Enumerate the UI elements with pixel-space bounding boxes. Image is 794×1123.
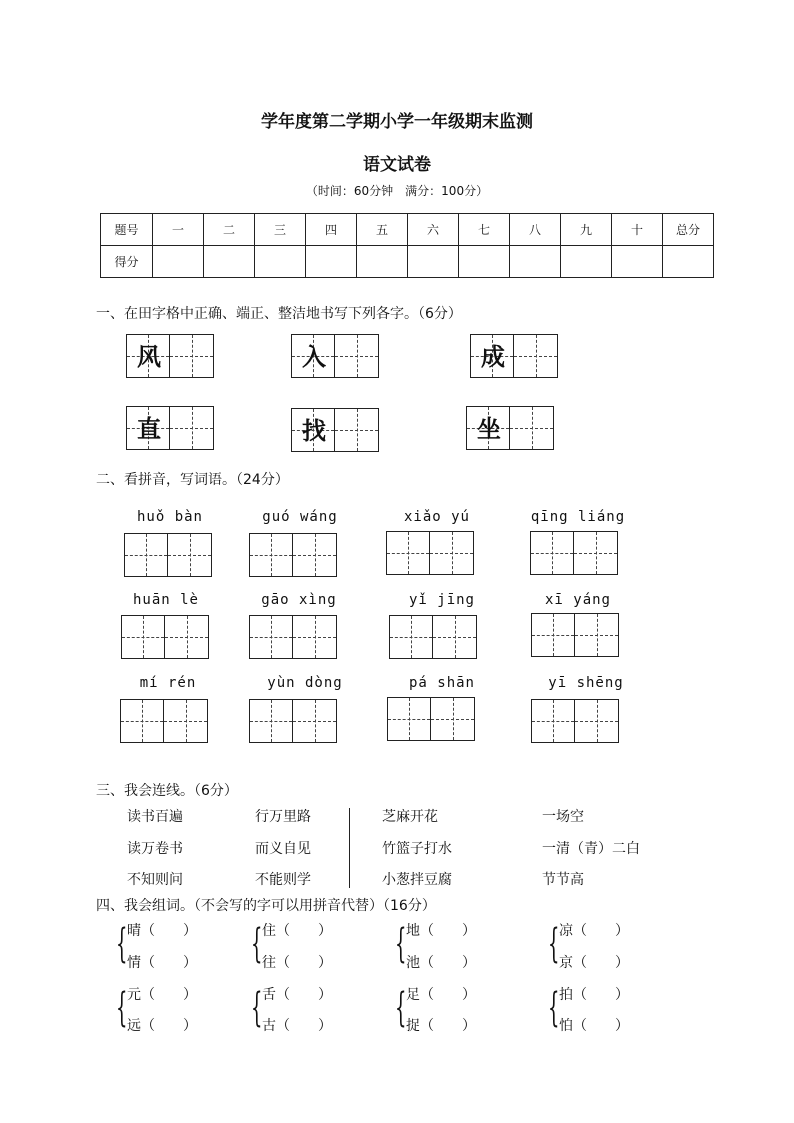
exam-info: （时间：60分钟 满分：100分） — [305, 184, 489, 198]
score-input-cell[interactable] — [510, 246, 561, 278]
tianzige-cell[interactable] — [574, 531, 618, 575]
answer-grid — [531, 699, 619, 743]
match-item[interactable]: 而义自见 — [255, 841, 311, 857]
tianzige-cell[interactable] — [249, 615, 293, 659]
pinyin-label: yī shēng — [548, 675, 624, 691]
tianzige-cell[interactable] — [120, 699, 164, 743]
score-input-cell[interactable] — [153, 246, 204, 278]
score-cell: 八 — [510, 214, 561, 246]
model-char: 坐 — [477, 414, 501, 443]
match-divider — [349, 808, 350, 888]
match-item[interactable]: 一场空 — [542, 809, 584, 825]
section2-heading: 二、看拼音，写词语。（24分） — [96, 472, 289, 488]
score-input-cell[interactable] — [255, 246, 306, 278]
model-char: 找 — [302, 416, 326, 445]
word-group-item[interactable]: 住（ ） — [262, 923, 332, 939]
pinyin-label: huān lè — [132, 592, 199, 608]
word-group-item[interactable]: 情（ ） — [127, 955, 197, 971]
tianzige-cell[interactable] — [293, 699, 337, 743]
match-item[interactable]: 不知则问 — [127, 872, 183, 888]
tianzige-cell[interactable] — [293, 533, 337, 577]
pinyin-label: gāo xìng — [261, 592, 337, 608]
score-input-cell[interactable] — [663, 246, 714, 278]
tianzige-cell[interactable] — [430, 531, 474, 575]
score-cell: 四 — [306, 214, 357, 246]
match-item[interactable]: 芝麻开花 — [382, 809, 438, 825]
word-group-item[interactable]: 往（ ） — [262, 955, 332, 971]
tianzige-pair — [470, 334, 558, 378]
score-value-row — [101, 246, 714, 278]
pinyin-label: yǐ jīng — [408, 592, 475, 608]
tianzige-cell[interactable] — [530, 531, 574, 575]
answer-grid — [387, 697, 475, 741]
answer-grid — [121, 615, 209, 659]
score-input-cell[interactable] — [408, 246, 459, 278]
score-input-cell[interactable] — [204, 246, 255, 278]
score-cell: 十 — [612, 214, 663, 246]
match-item[interactable]: 小葱拌豆腐 — [382, 872, 452, 888]
exam-subtitle: 语文试卷 — [363, 155, 431, 175]
tianzige-cell[interactable] — [387, 697, 431, 741]
tianzige-cell — [291, 334, 335, 378]
tianzige-cell[interactable] — [531, 613, 575, 657]
tianzige-cell[interactable] — [249, 533, 293, 577]
brace-icon: { — [395, 921, 407, 967]
match-item[interactable]: 读书百遍 — [127, 809, 183, 825]
word-group-item[interactable]: 远（ ） — [127, 1018, 197, 1034]
tianzige-cell — [466, 406, 510, 450]
tianzige-cell[interactable] — [168, 533, 212, 577]
tianzige-pair — [126, 334, 214, 378]
word-group-item[interactable]: 拍（ ） — [559, 987, 629, 1003]
answer-grid — [389, 615, 477, 659]
answer-grid — [531, 613, 619, 657]
model-char: 成 — [481, 342, 505, 371]
model-char: 直 — [137, 414, 161, 443]
brace-icon: { — [251, 921, 263, 967]
model-char: 风 — [137, 342, 161, 371]
pinyin-label: yùn dòng — [267, 675, 343, 691]
brace-icon: { — [548, 921, 560, 967]
pinyin-label: huǒ bàn — [136, 509, 203, 525]
tianzige-cell[interactable] — [293, 615, 337, 659]
match-item[interactable]: 竹篮子打水 — [382, 841, 452, 857]
exam-title: 学年度第二学期小学一年级期末监测 — [261, 112, 533, 132]
tianzige-pair — [291, 334, 379, 378]
answer-grid — [120, 699, 208, 743]
score-cell: 七 — [459, 214, 510, 246]
tianzige-cell[interactable] — [124, 533, 168, 577]
tianzige-pair — [291, 408, 379, 452]
tianzige-cell[interactable] — [433, 615, 477, 659]
section4-heading: 四、我会组词。（不会写的字可以用拼音代替）（16分） — [96, 898, 436, 914]
score-input-cell[interactable] — [612, 246, 663, 278]
score-cell: 五 — [357, 214, 408, 246]
answer-grid — [249, 615, 337, 659]
tianzige-cell — [470, 334, 514, 378]
brace-icon: { — [251, 985, 263, 1031]
pinyin-label: xī yáng — [544, 592, 611, 608]
score-cell: 九 — [561, 214, 612, 246]
tianzige-pair — [126, 406, 214, 450]
tianzige-cell[interactable] — [389, 615, 433, 659]
tianzige-cell[interactable] — [335, 334, 379, 378]
section3-heading: 三、我会连线。（6分） — [96, 783, 238, 799]
tianzige-cell[interactable] — [121, 615, 165, 659]
score-cell: 题号 — [101, 214, 153, 246]
answer-grid — [386, 531, 474, 575]
score-input-cell[interactable] — [306, 246, 357, 278]
tianzige-pair — [466, 406, 554, 450]
match-item[interactable]: 一清（青）二白 — [542, 841, 640, 857]
pinyin-label: guó wáng — [262, 509, 338, 525]
word-group-item[interactable]: 怕（ ） — [559, 1018, 629, 1034]
word-group-item[interactable]: 舌（ ） — [262, 987, 332, 1003]
tianzige-cell[interactable] — [164, 699, 208, 743]
tianzige-cell[interactable] — [386, 531, 430, 575]
tianzige-cell[interactable] — [335, 408, 379, 452]
brace-icon: { — [395, 985, 407, 1031]
answer-grid — [124, 533, 212, 577]
brace-icon: { — [116, 921, 128, 967]
tianzige-cell[interactable] — [170, 406, 214, 450]
score-row-label: 得分 — [101, 246, 153, 278]
word-group-item[interactable]: 池（ ） — [406, 955, 476, 971]
tianzige-cell[interactable] — [165, 615, 209, 659]
pinyin-label: mí rén — [139, 675, 197, 691]
match-item[interactable]: 节节高 — [542, 872, 584, 888]
word-group-item[interactable]: 元（ ） — [127, 987, 197, 1003]
tianzige-cell[interactable] — [514, 334, 558, 378]
tianzige-cell[interactable] — [575, 699, 619, 743]
section1-heading: 一、在田字格中正确、端正、整洁地书写下列各字。（6分） — [96, 306, 462, 322]
word-group-item[interactable]: 凉（ ） — [559, 923, 629, 939]
match-item[interactable]: 读万卷书 — [127, 841, 183, 857]
score-table — [100, 213, 714, 278]
score-input-cell[interactable] — [561, 246, 612, 278]
tianzige-cell — [126, 334, 170, 378]
model-char: 入 — [302, 342, 326, 371]
word-group-item[interactable]: 古（ ） — [262, 1018, 332, 1034]
tianzige-cell[interactable] — [249, 699, 293, 743]
score-cell: 一 — [153, 214, 204, 246]
match-item[interactable]: 行万里路 — [255, 809, 311, 825]
word-group-item[interactable]: 京（ ） — [559, 955, 629, 971]
tianzige-cell[interactable] — [575, 613, 619, 657]
word-group-item[interactable]: 足（ ） — [406, 987, 476, 1003]
match-item[interactable]: 不能则学 — [255, 872, 311, 888]
pinyin-label: xiǎo yú — [403, 509, 470, 525]
score-header-row — [101, 214, 714, 246]
tianzige-cell[interactable] — [510, 406, 554, 450]
answer-grid — [530, 531, 618, 575]
pinyin-label: pá shān — [408, 675, 475, 691]
score-cell: 总分 — [663, 214, 714, 246]
brace-icon: { — [548, 985, 560, 1031]
tianzige-cell — [126, 406, 170, 450]
score-input-cell[interactable] — [357, 246, 408, 278]
tianzige-cell — [291, 408, 335, 452]
score-cell: 二 — [204, 214, 255, 246]
word-group-item[interactable]: 晴（ ） — [127, 923, 197, 939]
score-cell: 六 — [408, 214, 459, 246]
score-cell: 三 — [255, 214, 306, 246]
word-group-item[interactable]: 地（ ） — [406, 923, 476, 939]
answer-grid — [249, 533, 337, 577]
tianzige-cell[interactable] — [170, 334, 214, 378]
tianzige-cell[interactable] — [531, 699, 575, 743]
answer-grid — [249, 699, 337, 743]
word-group-item[interactable]: 捉（ ） — [406, 1018, 476, 1034]
brace-icon: { — [116, 985, 128, 1031]
tianzige-cell[interactable] — [431, 697, 475, 741]
pinyin-label: qīng liáng — [530, 509, 626, 525]
score-input-cell[interactable] — [459, 246, 510, 278]
